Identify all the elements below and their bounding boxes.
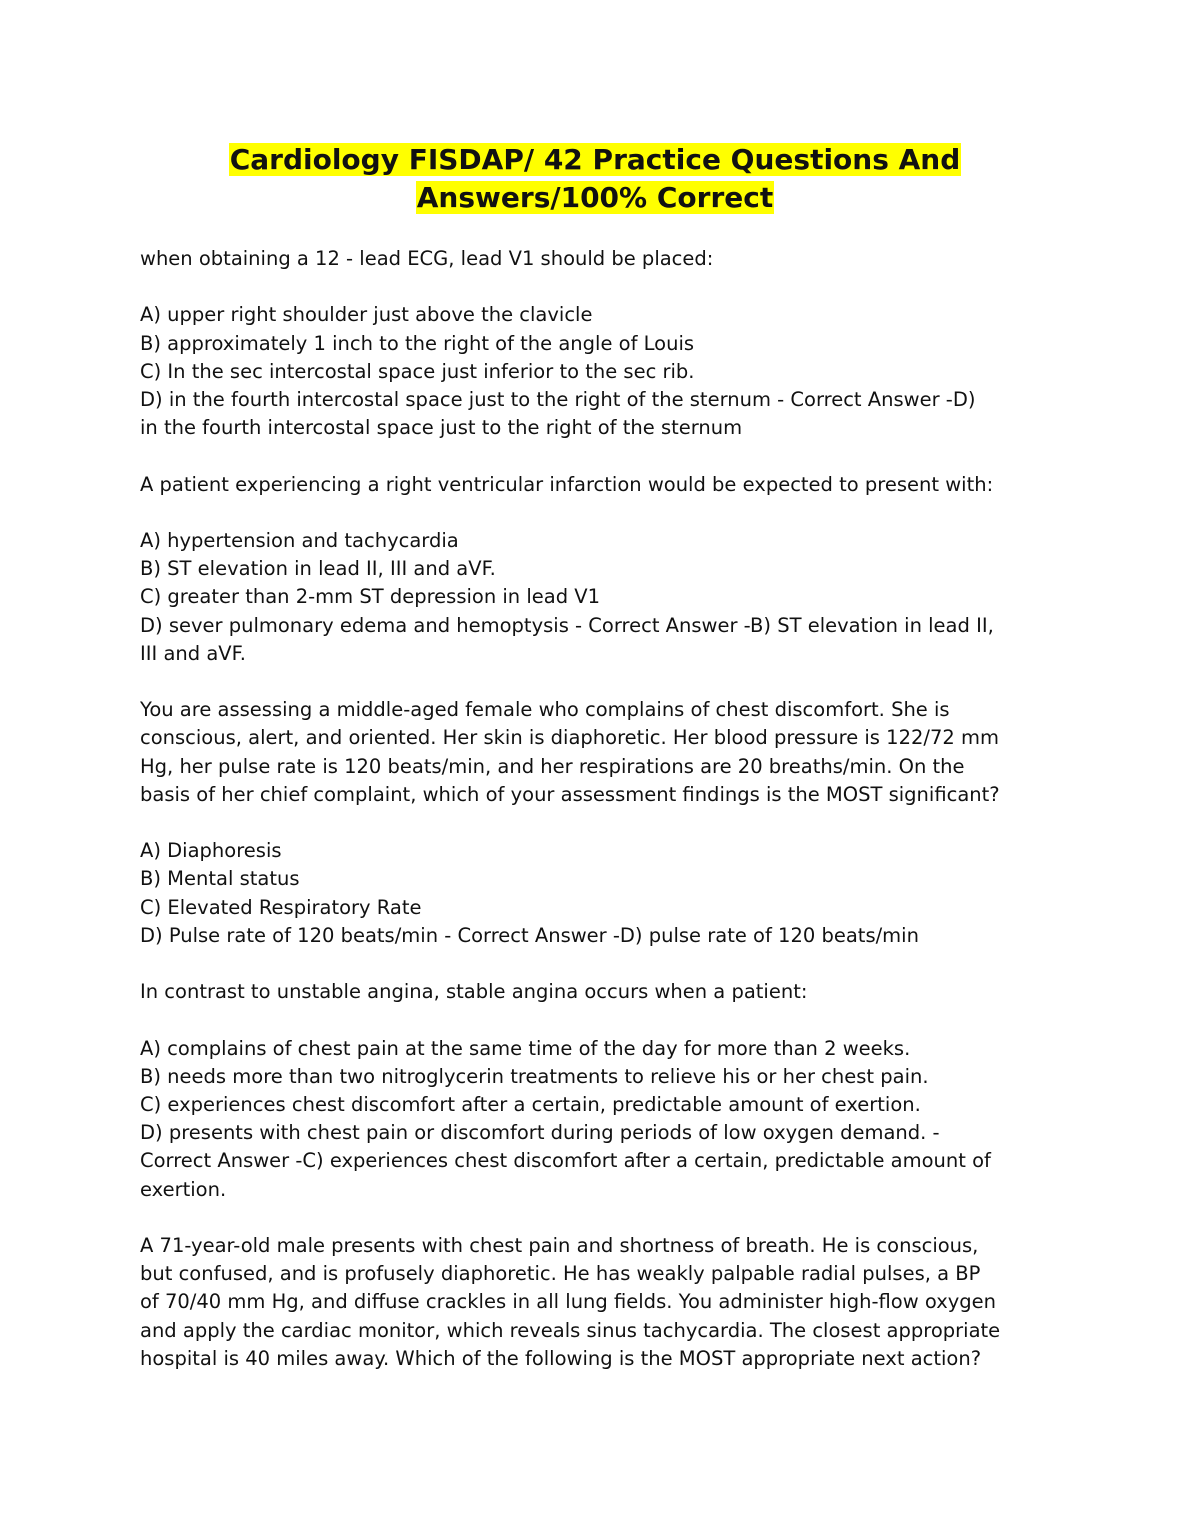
answer-option-line: Correct Answer -C) experiences chest discomfort after a certain, predictable amount of xyxy=(140,1149,991,1173)
question-stem xyxy=(140,245,1055,273)
answer-options xyxy=(140,1035,1055,1204)
title-line-1: Cardiology FISDAP/ 42 Practice Questions And xyxy=(229,143,961,176)
answer-options xyxy=(140,301,1055,442)
answer-option-line: exertion. xyxy=(140,1177,227,1201)
question-stem-line: conscious, alert, and oriented. Her skin is diaphoretic. Her blood pressure is 122/72 mm xyxy=(140,726,999,750)
answer-option-line: D) sever pulmonary edema and hemoptysis - Correct Answer -B) ST elevation in lead II, xyxy=(140,613,994,637)
answer-options xyxy=(140,837,1055,950)
question-stem-line: hospital is 40 miles away. Which of the following is the MOST appropriate next action? xyxy=(140,1346,982,1370)
answer-option-line: D) presents with chest pain or discomfort during periods of low oxygen demand. - xyxy=(140,1121,940,1145)
question-stem xyxy=(140,1232,1055,1373)
question-stem-line: when obtaining a 12 - lead ECG, lead V1 should be placed: xyxy=(140,247,714,270)
answer-option-line: B) ST elevation in lead II, III and aVF. xyxy=(140,557,496,581)
question-stem-line: and apply the cardiac monitor, which reveals sinus tachycardia. The closest appropriate xyxy=(140,1318,1001,1342)
question-stem-line: basis of her chief complaint, which of your assessment findings is the MOST significant? xyxy=(140,782,1000,806)
question-stem-line: Hg, her pulse rate is 120 beats/min, and her respirations are 20 breaths/min. On the xyxy=(140,754,965,778)
answer-option-line: III and aVF. xyxy=(140,641,246,665)
answer-option-line: B) approximately 1 inch to the right of the angle of Louis xyxy=(140,331,695,355)
question-stem xyxy=(140,696,1055,809)
question-stem-line: of 70/40 mm Hg, and diffuse crackles in all lung fields. You administer high-flow oxygen xyxy=(140,1290,997,1314)
questions-body xyxy=(140,245,1055,1401)
answer-option-line: A) Diaphoresis xyxy=(140,839,282,863)
answer-option-line: C) experiences chest discomfort after a certain, predictable amount of exertion. xyxy=(140,1092,921,1116)
question-stem xyxy=(140,978,1055,1006)
question-stem-line: A 71-year-old male presents with chest pain and shortness of breath. He is conscious, xyxy=(140,1233,979,1257)
answer-option-line: in the fourth intercostal space just to the right of the sternum xyxy=(140,416,743,440)
answer-option-line: C) In the sec intercostal space just inferior to the sec rib. xyxy=(140,359,695,383)
question-stem xyxy=(140,471,1055,499)
question-stem-line: A patient experiencing a right ventricular infarction would be expected to present with: xyxy=(140,472,994,496)
answer-option-line: A) upper right shoulder just above the clavicle xyxy=(140,303,593,327)
answer-option-line: C) greater than 2-mm ST depression in lead V1 xyxy=(140,585,601,609)
question-stem-line: In contrast to unstable angina, stable angina occurs when a patient: xyxy=(140,980,808,1004)
title-line-2: Answers/100% Correct xyxy=(416,181,774,214)
document-title xyxy=(0,141,1190,217)
answer-option-line: B) needs more than two nitroglycerin treatments to relieve his or her chest pain. xyxy=(140,1064,929,1088)
question-stem-line: but confused, and is profusely diaphoretic. He has weakly palpable radial pulses, a BP xyxy=(140,1262,981,1286)
answer-options xyxy=(140,527,1055,668)
answer-option-line: C) Elevated Respiratory Rate xyxy=(140,895,422,919)
answer-option-line: D) Pulse rate of 120 beats/min - Correct Answer -D) pulse rate of 120 beats/min xyxy=(140,923,919,947)
answer-option-line: B) Mental status xyxy=(140,867,300,891)
answer-option-line: A) hypertension and tachycardia xyxy=(140,528,459,552)
answer-option-line: D) in the fourth intercostal space just to the right of the sternum - Correct Answer -D) xyxy=(140,388,976,411)
answer-option-line: A) complains of chest pain at the same time of the day for more than 2 weeks. xyxy=(140,1036,911,1060)
question-stem-line: You are assessing a middle-aged female who complains of chest discomfort. She is xyxy=(140,698,950,722)
